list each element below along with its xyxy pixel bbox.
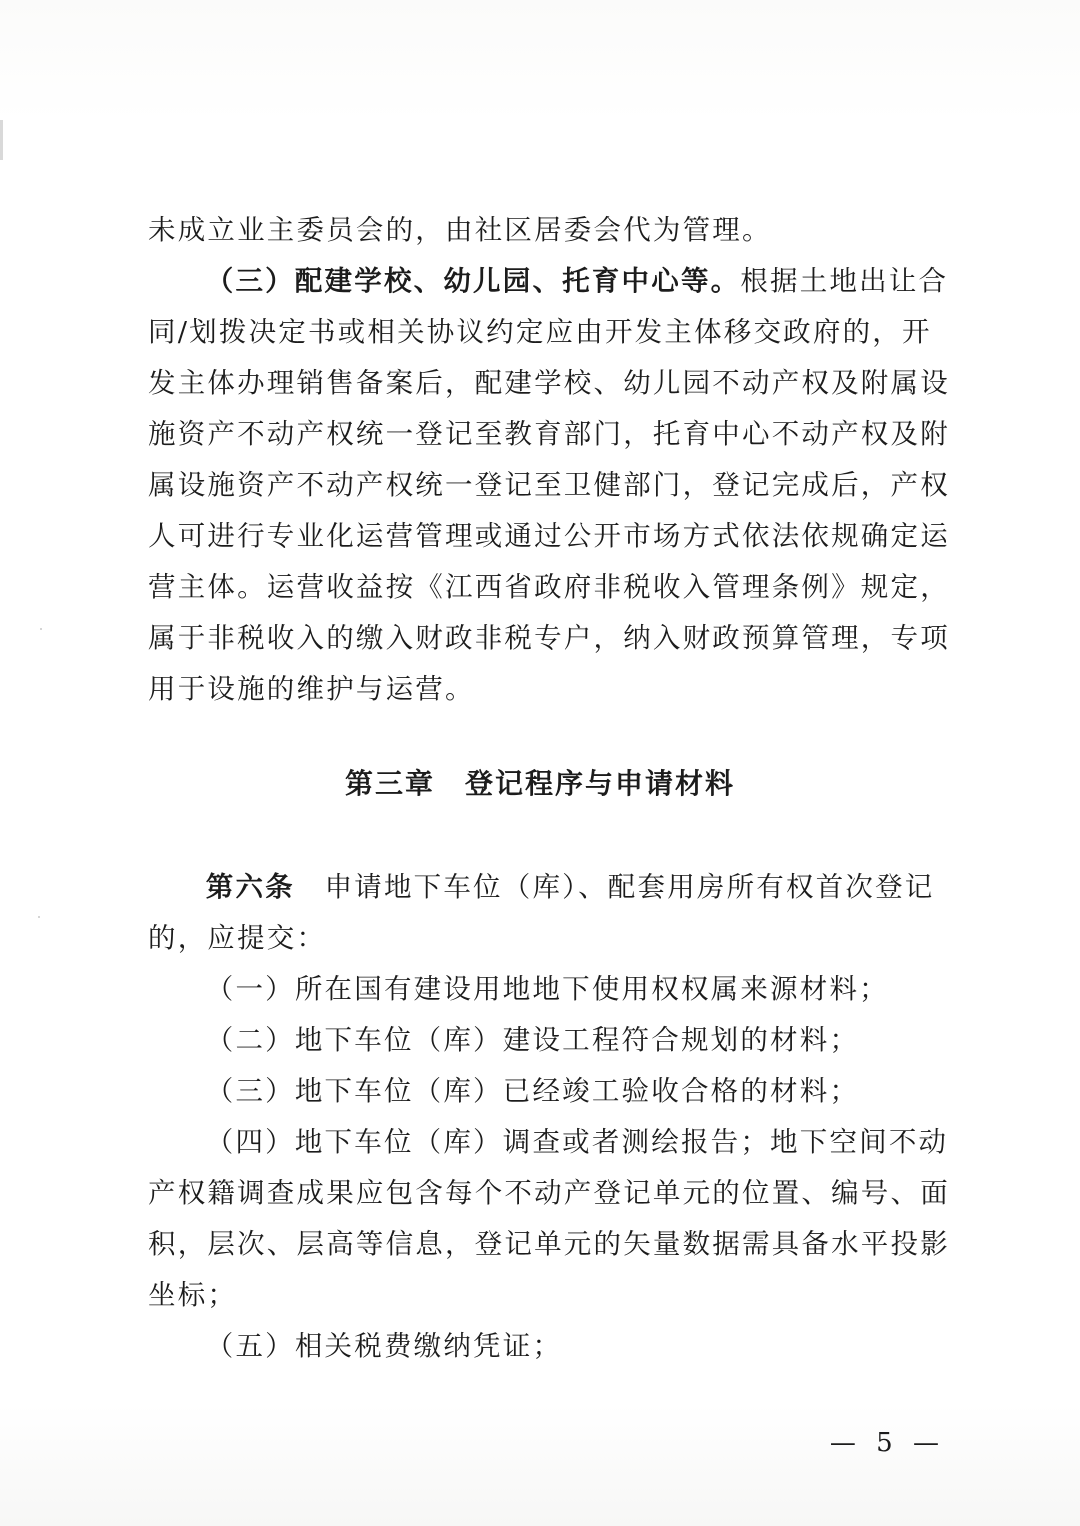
page-number: — 5 — [829, 1428, 945, 1458]
scan-speck [38, 916, 40, 918]
article-six-paragraph [148, 862, 953, 964]
article-six-text: 申请地下车位（库）、配套用房所有权首次登记的，应提交： [148, 871, 935, 954]
list-item: （三）地下车位（库）已经竣工验收合格的材料； [205, 1075, 860, 1107]
chapter-number: 第三章 [344, 767, 435, 800]
item-three-paragraph [148, 256, 953, 715]
article-six-heading: 第六条 [205, 871, 295, 903]
chapter-title: 登记程序与申请材料 [465, 767, 736, 800]
article-six [148, 862, 953, 1372]
list-item: （一）所在国有建设用地地下使用权权属来源材料； [205, 973, 889, 1005]
item-three-text: 根据土地出让合同/划拨决定书或相关协议约定应由开发主体移交政府的，开发主体办理销售备案后，配建学校、幼儿园不动产权及附属设施资产不动产权统一登记至教育部门，托育中心不动产权及附属设施资产不动产权统一登记至卫健部门，登记完成后，产权人可进行专业化运营管理或通过公开市场方式依法依规确定运营主体。运营收益按《江西省政府非税收入管理条例》规定，属于非税收入的缴入财政非税专户，纳入财政预算管理，专项用于设施的维护与运营。 [148, 265, 950, 705]
list-item: （五）相关税费缴纳凭证； [205, 1330, 563, 1362]
list-item: （四）地下车位（库）调查或者测绘报告；地下空间不动产权籍调查成果应包含每个不动产登记单元的位置、编号、面积，层次、层高等信息，登记单元的矢量数据需具备水平投影坐标； [148, 1126, 950, 1311]
scan-edge-mark [0, 120, 3, 160]
list-item: （二）地下车位（库）建设工程符合规划的材料； [205, 1024, 860, 1056]
continued-line: 未成立业主委员会的，由社区居委会代为管理。 [148, 214, 772, 246]
chapter-heading [0, 762, 1080, 802]
scan-speck [40, 628, 42, 630]
section-continued [148, 205, 953, 715]
item-three-heading: （三）配建学校、幼儿园、托育中心等。 [205, 265, 741, 297]
